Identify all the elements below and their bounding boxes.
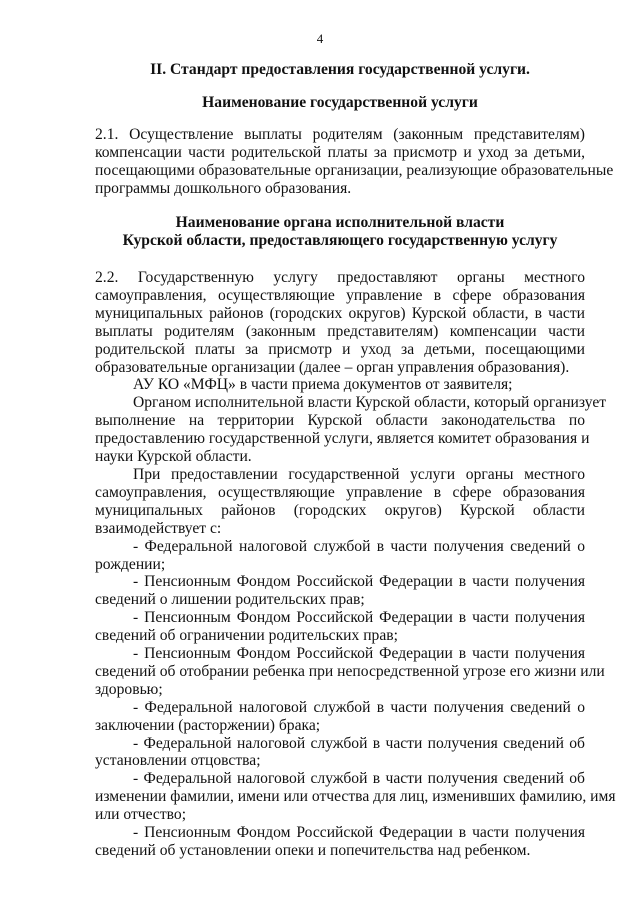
list-item-line: - Федеральной налоговой службой в части получения сведений о xyxy=(133,537,585,555)
para-2-2-line: образовательные организации (далее – орган управления образования). xyxy=(95,358,570,376)
list-item xyxy=(95,699,585,735)
para-2-1-line: программы дошкольного образования. xyxy=(95,179,352,197)
list-item-line: сведений о лишении родительских прав; xyxy=(95,591,365,609)
para-2-1-line: компенсации части родительской платы за присмотр и уход за детьми, xyxy=(95,143,585,161)
page-number: 4 xyxy=(316,31,324,46)
subtitle-service-name: Наименование государственной услуги xyxy=(202,94,478,111)
list-item-line: здоровью; xyxy=(95,680,163,698)
list-item-line: - Федеральной налоговой службой в части получения сведений о xyxy=(133,698,585,716)
list-item-line: - Пенсионным Фондом Российской Федерации в части получения xyxy=(133,609,585,627)
para-interact-line: взаимодействует с: xyxy=(95,519,222,537)
para-2-2-line: 2.2. Государственную услугу предоставляют органы местного xyxy=(95,269,585,286)
list-item-line: или отчество; xyxy=(95,806,187,824)
para-2-2-line: самоуправления, осуществляющие управление в сфере образования xyxy=(95,286,585,304)
list-item xyxy=(95,538,585,574)
list-item-line: рождении; xyxy=(95,555,166,573)
list-item-line: - Федеральной налоговой службой в части получения сведений об xyxy=(133,734,585,752)
para-organ-line: науки Курской области. xyxy=(95,448,252,466)
list-item xyxy=(95,770,616,824)
list-item-line: сведений об установлении опеки и попечительства над ребенком. xyxy=(95,842,531,859)
para-2-2-line: муниципальных районов (городских округов) Курской области, в части xyxy=(95,304,585,322)
para-organ-line: выполнение на территории Курской области законодательства по xyxy=(95,412,585,430)
para-2-2-line: родительской платы за присмотр и уход за детьми, посещающими xyxy=(95,340,585,358)
paragraph-2-1 xyxy=(95,126,614,198)
body-text xyxy=(95,269,616,860)
para-organ-line: предоставлению государственной услуги, является комитет образования и xyxy=(95,430,590,448)
list-item-line: - Пенсионным Фондом Российской Федерации в части получения xyxy=(133,824,585,842)
section-title: II. Стандарт предоставления государственной услуги. xyxy=(150,61,530,78)
list-item xyxy=(95,735,585,771)
list-item-line: сведений об ограничении родительских прав; xyxy=(95,627,398,645)
para-interact-line: При предоставлении государственной услуги органы местного xyxy=(133,465,585,483)
list-item-line: - Пенсионным Фондом Российской Федерации в части получения xyxy=(133,573,585,591)
list-item-line: изменении фамилии, имени или отчества для лиц, изменивших фамилию, имя xyxy=(95,788,616,806)
paragraph-interaction xyxy=(95,466,585,538)
para-mfc-line: АУ КО «МФЦ» в части приема документов от заявителя; xyxy=(133,376,513,394)
para-interact-line: самоуправления, осуществляющие управление в сфере образования xyxy=(95,483,585,501)
para-2-1-line: 2.1. Осуществление выплаты родителям (законным представителям) xyxy=(95,126,585,143)
list-item-line: - Федеральной налоговой службой в части получения сведений об xyxy=(133,770,585,788)
para-organ-line: Органом исполнительной власти Курской области, который организует xyxy=(133,394,607,412)
para-interact-line: муниципальных районов (городских округов) Курской области xyxy=(95,501,585,519)
paragraph-mfc xyxy=(95,376,585,394)
subtitle-authority-line1: Наименование органа исполнительной власти xyxy=(175,214,505,231)
list-item-line: - Пенсионным Фондом Российской Федерации в части получения xyxy=(133,645,585,663)
paragraph-organ xyxy=(95,394,607,466)
para-2-1-line: посещающими образовательные организации, реализующие образовательные xyxy=(95,161,614,179)
list-item xyxy=(95,824,585,860)
list-item-line: заключении (расторжении) брака; xyxy=(95,716,321,734)
list-item xyxy=(95,609,585,645)
list-item xyxy=(95,645,605,699)
list-item xyxy=(95,573,585,609)
list-item-line: установлении отцовства; xyxy=(95,752,261,770)
para-2-2-line: выплаты родителям (законным представителям) компенсации части xyxy=(95,322,585,340)
subtitle-authority-line2: Курской области, предоставляющего государственную услугу xyxy=(122,232,558,249)
paragraph-2-2 xyxy=(95,269,585,376)
list-item-line: сведений об отобрании ребенка при непосредственной угрозе его жизни или xyxy=(95,662,605,680)
